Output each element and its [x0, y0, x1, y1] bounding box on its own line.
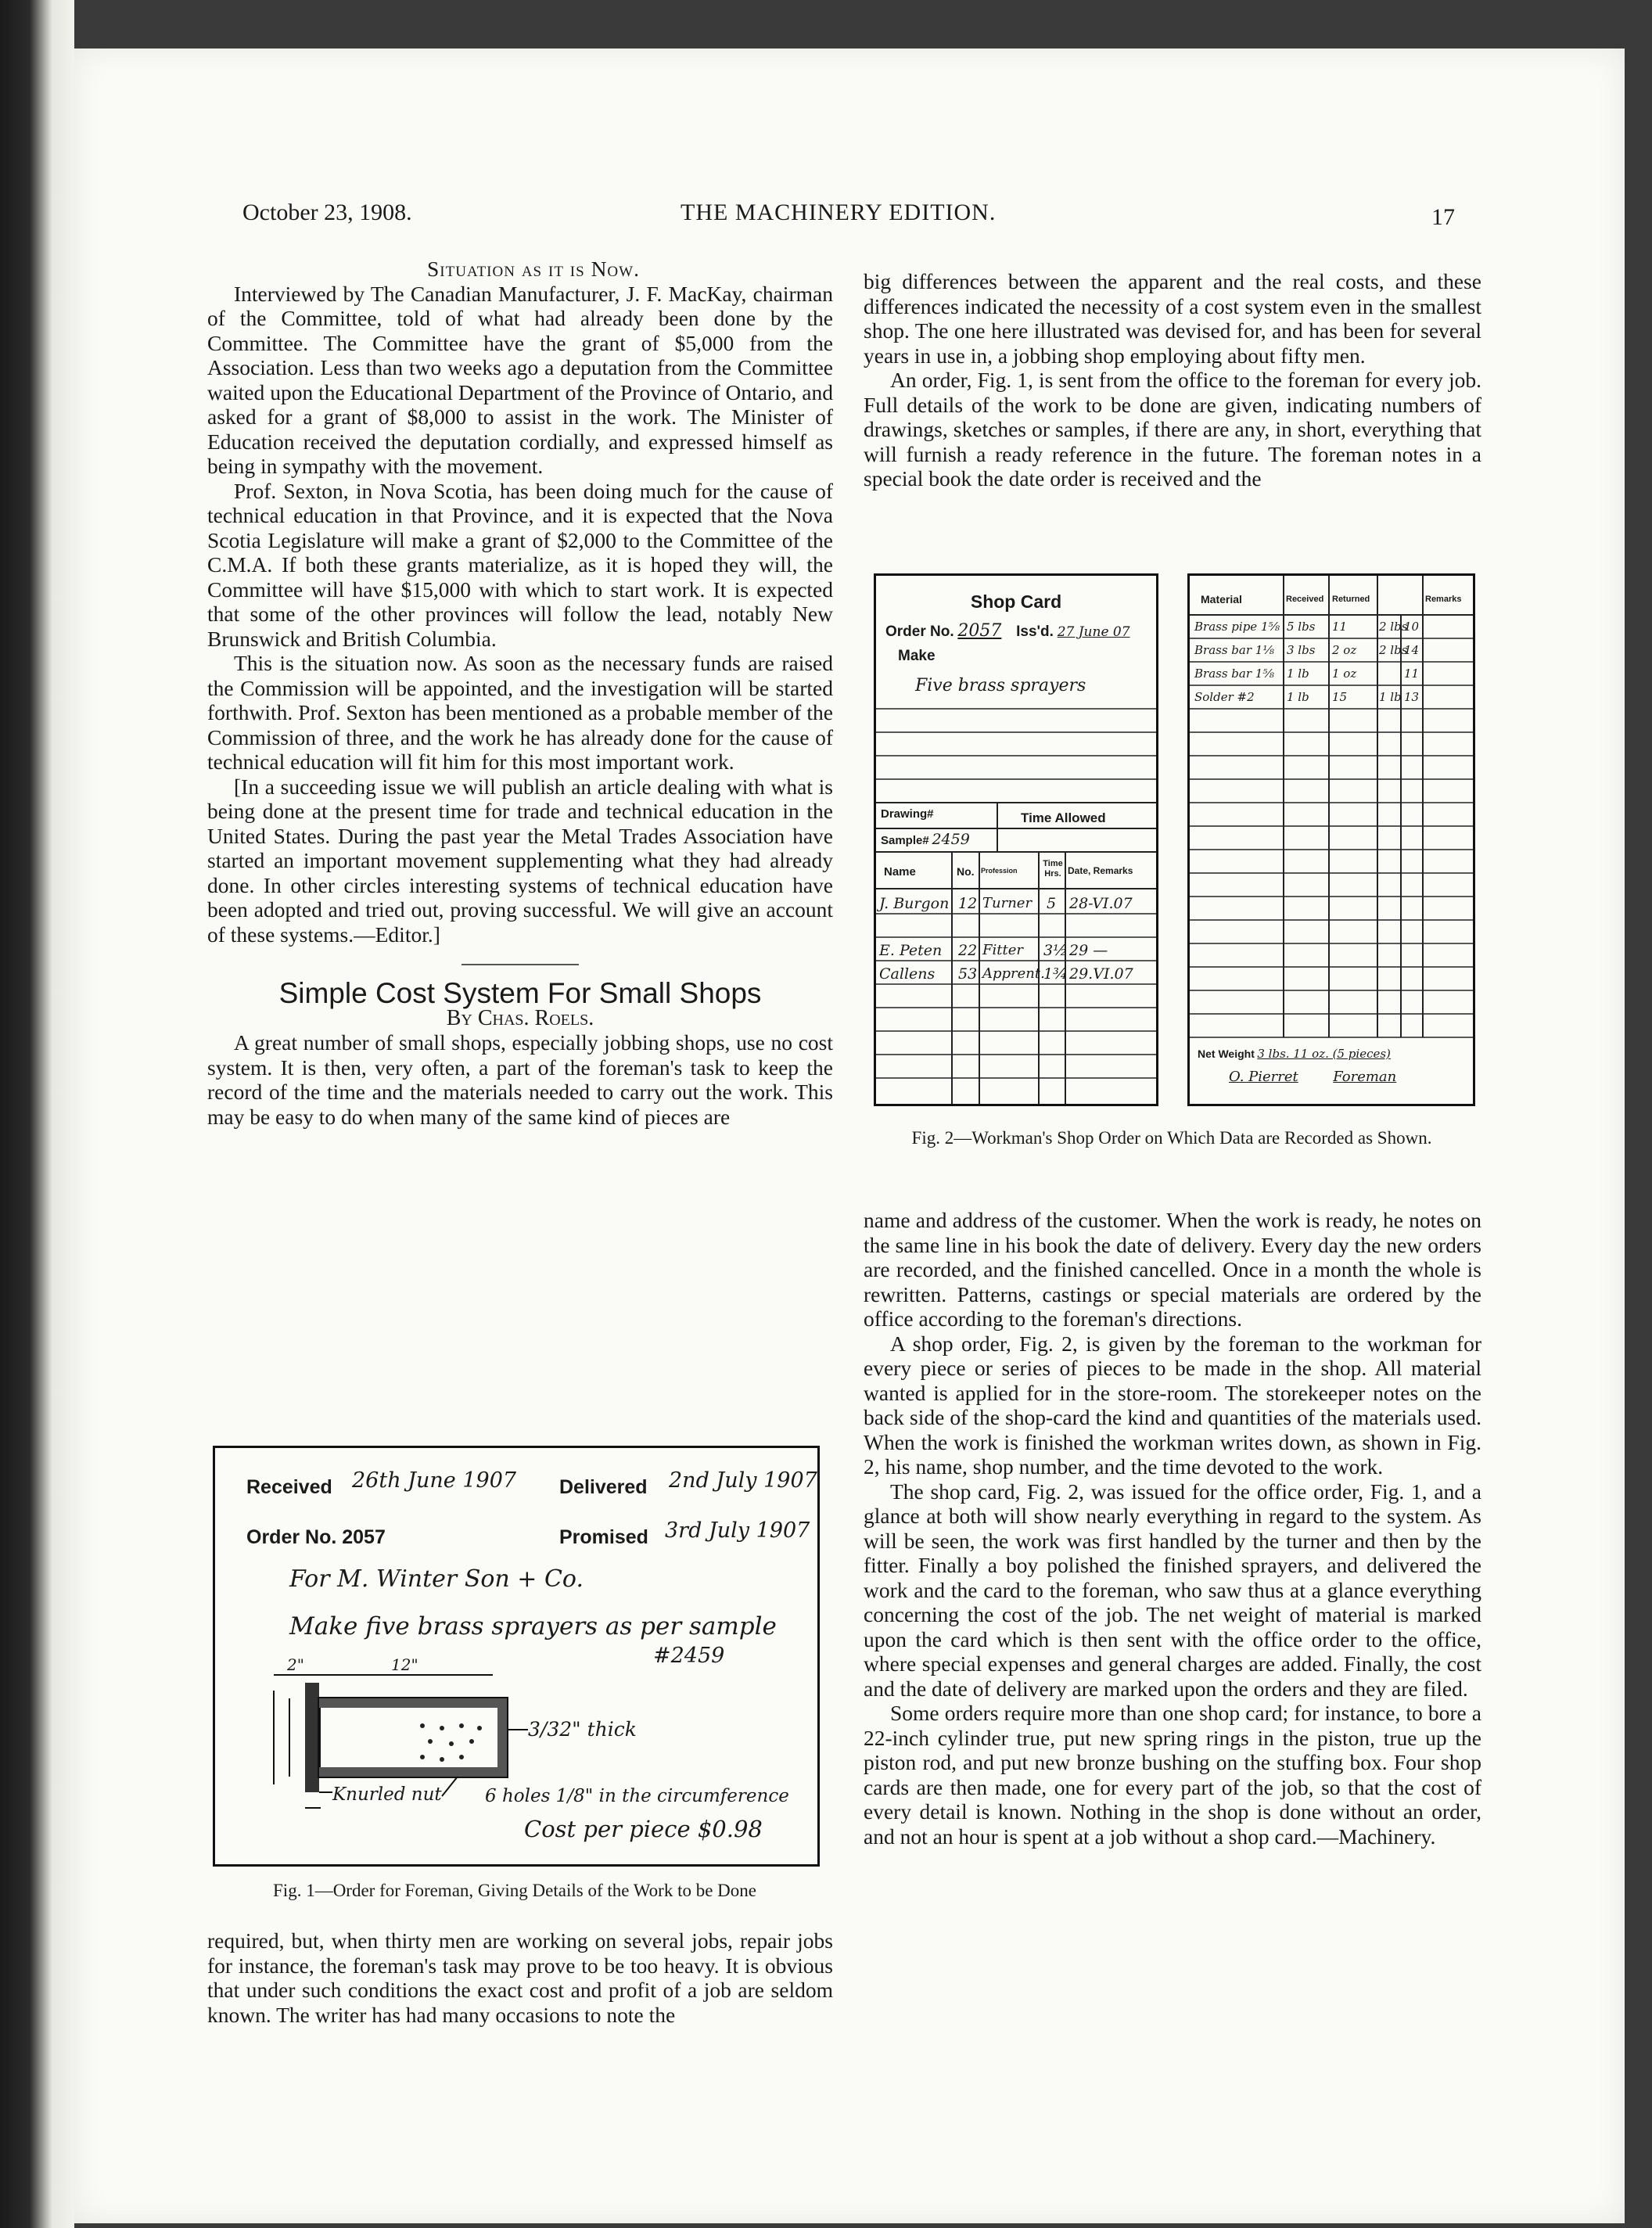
back-row-4-extra: 1 lb — [1379, 690, 1402, 704]
figure-2-caption: Fig. 2—Workman's Shop Order on Which Data are Recorded as Shown. — [911, 1128, 1432, 1148]
customer-line: For M. Winter Son + Co. — [289, 1565, 584, 1593]
make-value: Five brass sprayers — [915, 676, 1086, 695]
order-value: 2057 — [957, 621, 1002, 641]
back-row-1-returned: 11 — [1332, 620, 1348, 634]
paragraph: Some orders require more than one shop card; for instance, to bore a 22-inch cylinder true, put new spring rings in the piston, true up the piston rod, and put new bronze bushing on the stuffing box. Four shop cards are then made, one for every part of the job, so that the cost of every detail is known. Nothing in the shop is done without an order, and not an hour is spent at a job without a shop card.—Machinery. — [864, 1701, 1481, 1849]
col-name: Name — [884, 865, 916, 879]
drawing-label: Drawing# — [881, 807, 934, 821]
order-label: Order No. — [885, 623, 954, 640]
promised-label: Promised — [559, 1526, 648, 1548]
col-remarks: Remarks — [1425, 595, 1462, 604]
back-row-2-returned: 2 oz — [1332, 643, 1357, 657]
figure-1-caption: Fig. 1—Order for Foreman, Giving Details of the Work to be Done — [273, 1881, 756, 1900]
paragraph: This is the situation now. As soon as the necessary funds are raised the Commission will be appointed, and the investigation will be started forthwith. Prof. Sexton has been mentioned as a probable member of the Commission of three, and the work he has already done for the cause of technical education will fit him for this most important work. — [207, 651, 833, 774]
paragraph: [In a succeeding issue we will publish an article dealing with what is being done at the present time for trade and technical education in the United States. During the past year the Metal Trades Association have started an important movement supplementing what they had already done. In other circles interesting systems of technical education have been adopted and tried out, proving successful. We will give an account of these systems.—Editor.] — [207, 774, 833, 947]
issued-label: Iss'd. — [1016, 623, 1054, 640]
row-3-no: 53 — [958, 965, 978, 983]
paragraph: A shop order, Fig. 2, is given by the foreman to the workman for every piece or series of pieces to be made in the shop. All material wanted is applied for in the store-room. The storekeeper notes on the back side of the shop-card the kind and quantities of the materials used. When the work is finished the workman writes down, as shown in Fig. 2, his name, shop number, and the time devoted to the work. — [864, 1331, 1481, 1479]
row-2-date: 29 — — [1069, 942, 1108, 959]
col-no: No. — [957, 865, 975, 878]
left-column-bottom — [207, 1928, 833, 2027]
instruction-line: Make five brass sprayers as per sample — [289, 1612, 777, 1640]
holes-note: 6 holes 1/8" in the circumference — [485, 1786, 789, 1806]
right-column-top — [864, 269, 1481, 491]
row-3-profession: Apprent. — [982, 965, 1045, 982]
col-profession: Profession — [981, 867, 1018, 875]
row-1-no: 12 — [958, 895, 978, 912]
dimension-12in: 12" — [391, 1655, 418, 1674]
left-column-top — [207, 257, 833, 1129]
knurled-nut-note: Knurled nut — [332, 1784, 442, 1805]
paragraph: The shop card, Fig. 2, was issued for the office order, Fig. 1, and a glance at both will show nearly everything in regard to the system. As will be seen, the work was first handled by the turner and then by the fitter. Finally a boy polished the finished sprayers, and delivered the work and the card to the foreman, who saw thus at a glance everything concerning the cost of the job. The net weight of material is marked upon the card which is then sent with the office order to the office, where special expenses and general charges are added. Finally, the cost and the date of delivery are marked upon the orders and they are filed. — [864, 1479, 1481, 1701]
back-row-4-returned: 15 — [1332, 690, 1348, 704]
paragraph: required, but, when thirty men are working on several jobs, repair jobs for instance, the foreman's task may prove to be too heavy. It is obvious that under such conditions the exact cost and profit of a job are seldom known. The writer has had many occasions to note the — [207, 1928, 833, 2027]
sample-label: Sample# — [881, 834, 929, 847]
dimension-2in: 2" — [287, 1655, 304, 1674]
delivered-label: Delivered — [559, 1476, 648, 1498]
section-heading: Situation as it is Now. — [427, 257, 640, 281]
back-row-1-extra: 2 lbs — [1379, 620, 1408, 634]
back-row-1-received: 5 lbs — [1287, 620, 1316, 634]
row-1-date: 28-VI.07 — [1069, 895, 1133, 912]
back-row-3-received: 1 lb — [1287, 667, 1309, 681]
back-row-1-material: Brass pipe 1⅝ — [1194, 620, 1280, 634]
paragraph: Interviewed by The Canadian Manufacturer, J. F. MacKay, chairman of the Committee, told of what had already been done by the Committee. The Committee have the grant of $5,000 from the Association. Less than two weeks ago a deputation from the Committee waited upon the Educational Department of the Province of Ontario, and asked for a grant of $8,000 to assist in the work. The Minister of Education received the deputation cordially, and expressed himself as being in sympathy with the movement. — [207, 281, 833, 478]
page-number: 17 — [1431, 204, 1455, 230]
issue-date: October 23, 1908. — [242, 199, 412, 225]
paragraph: A great number of small shops, especially jobbing shops, use no cost system. It is then, very often, a part of the foreman's task to keep the record of the time and the materials needed to carry out the work. This may be easy to do when many of the same kind of pieces are — [207, 1030, 833, 1129]
article-title: Simple Cost System For Small Shops — [278, 977, 762, 1009]
sample-number: #2459 — [653, 1644, 725, 1668]
sample-value: 2459 — [932, 831, 970, 848]
col-time: Time Hrs. — [1043, 859, 1063, 879]
paragraph: Prof. Sexton, in Nova Scotia, has been doing much for the cause of technical education in that Province, and it is expected that the Nova Scotia Legislature will make a grant of $2,000 to the Committee of the C.M.A. If both these grants materialize, as it is hoped they will, the Committee will have $15,000 with which to start work. It is expected that some of the other provinces will follow the lead, notably New Brunswick and British Columbia. — [207, 478, 833, 651]
order-number: Order No. 2057 — [246, 1526, 386, 1548]
back-row-2-extra: 2 lbs — [1379, 643, 1408, 657]
paragraph: An order, Fig. 1, is sent from the office to the foreman for every job. Full details of the work to be done are given, indicating numbers of drawings, sketches or samples, if there are any, in short, everything that will furnish a ready reference in the future. The foreman notes in a special book the date order is received and the — [864, 368, 1481, 491]
make-label: Make — [898, 648, 936, 664]
col-material: Material — [1201, 593, 1242, 606]
figure-2-shop-card-front — [874, 573, 1158, 1106]
row-1-profession: Turner — [982, 895, 1032, 911]
delivered-value: 2nd July 1907 — [669, 1468, 817, 1493]
row-2-name: E. Peten — [879, 942, 943, 959]
byline: By Chas. Roels. — [446, 1005, 594, 1030]
back-row-4-material: Solder #2 — [1194, 690, 1255, 704]
back-row-4-remarks: 13 — [1404, 690, 1420, 704]
col-received: Received — [1286, 595, 1324, 604]
col-returned: Returned — [1332, 595, 1370, 604]
shop-card-title: Shop Card — [970, 591, 1062, 612]
publication-title: THE MACHINERY EDITION. — [681, 199, 997, 225]
time-allowed-label: Time Allowed — [1021, 810, 1106, 825]
col-date-remarks: Date, Remarks — [1068, 865, 1133, 876]
row-2-profession: Fitter — [982, 942, 1023, 958]
received-value: 26th June 1907 — [352, 1468, 517, 1493]
right-column-bottom — [864, 1208, 1481, 1849]
book-spine — [0, 0, 74, 2228]
figure-2-shop-card-back — [1187, 573, 1475, 1106]
paragraph: name and address of the customer. When the work is ready, he notes on the same line in his book the date of delivery. Every day the new orders are recorded, and the finished cancelled. Once in a month the whole is rewritten. Patterns, castings or special materials are ordered by the office according to the foreman's directions. — [864, 1208, 1481, 1331]
back-row-2-remarks: 14 — [1404, 643, 1420, 657]
row-1-name: J. Burgon — [879, 895, 950, 912]
back-row-4-received: 1 lb — [1287, 690, 1309, 704]
cost-per-piece: Cost per piece $0.98 — [524, 1816, 763, 1842]
wall-thickness-note: 3/32" thick — [528, 1718, 637, 1741]
net-weight-label: Net Weight — [1198, 1048, 1255, 1060]
signature: O. Pierret — [1229, 1069, 1298, 1085]
received-label: Received — [246, 1476, 332, 1498]
back-row-3-remarks: 11 — [1404, 667, 1420, 681]
paragraph: big differences between the apparent and the real costs, and these differences indicated the necessity of a cost system even in the smallest shop. The one here illustrated was devised for, and has been for several years in use in, a jobbing shop employing about fifty men. — [864, 269, 1481, 368]
back-row-2-material: Brass bar 1⅛ — [1194, 643, 1274, 657]
back-row-3-material: Brass bar 1⅝ — [1194, 667, 1274, 681]
net-weight-value: 3 lbs. 11 oz. (5 pieces) — [1257, 1047, 1391, 1061]
back-row-1-remarks: 10 — [1404, 620, 1420, 634]
signature-role: Foreman — [1333, 1069, 1397, 1085]
back-row-3-returned: 1 oz — [1332, 667, 1357, 681]
issued-value: 27 June 07 — [1057, 624, 1130, 640]
back-row-2-received: 3 lbs — [1287, 643, 1316, 657]
row-3-name: Callens — [879, 965, 936, 983]
row-1-time: 5 — [1047, 895, 1057, 912]
row-3-date: 29.VI.07 — [1069, 965, 1133, 983]
row-2-no: 22 — [958, 942, 978, 959]
row-3-time: 1¾ — [1043, 965, 1068, 983]
row-2-time: 3½ — [1043, 942, 1068, 959]
promised-value: 3rd July 1907 — [665, 1518, 810, 1543]
figure-1-order-form — [213, 1446, 820, 1867]
